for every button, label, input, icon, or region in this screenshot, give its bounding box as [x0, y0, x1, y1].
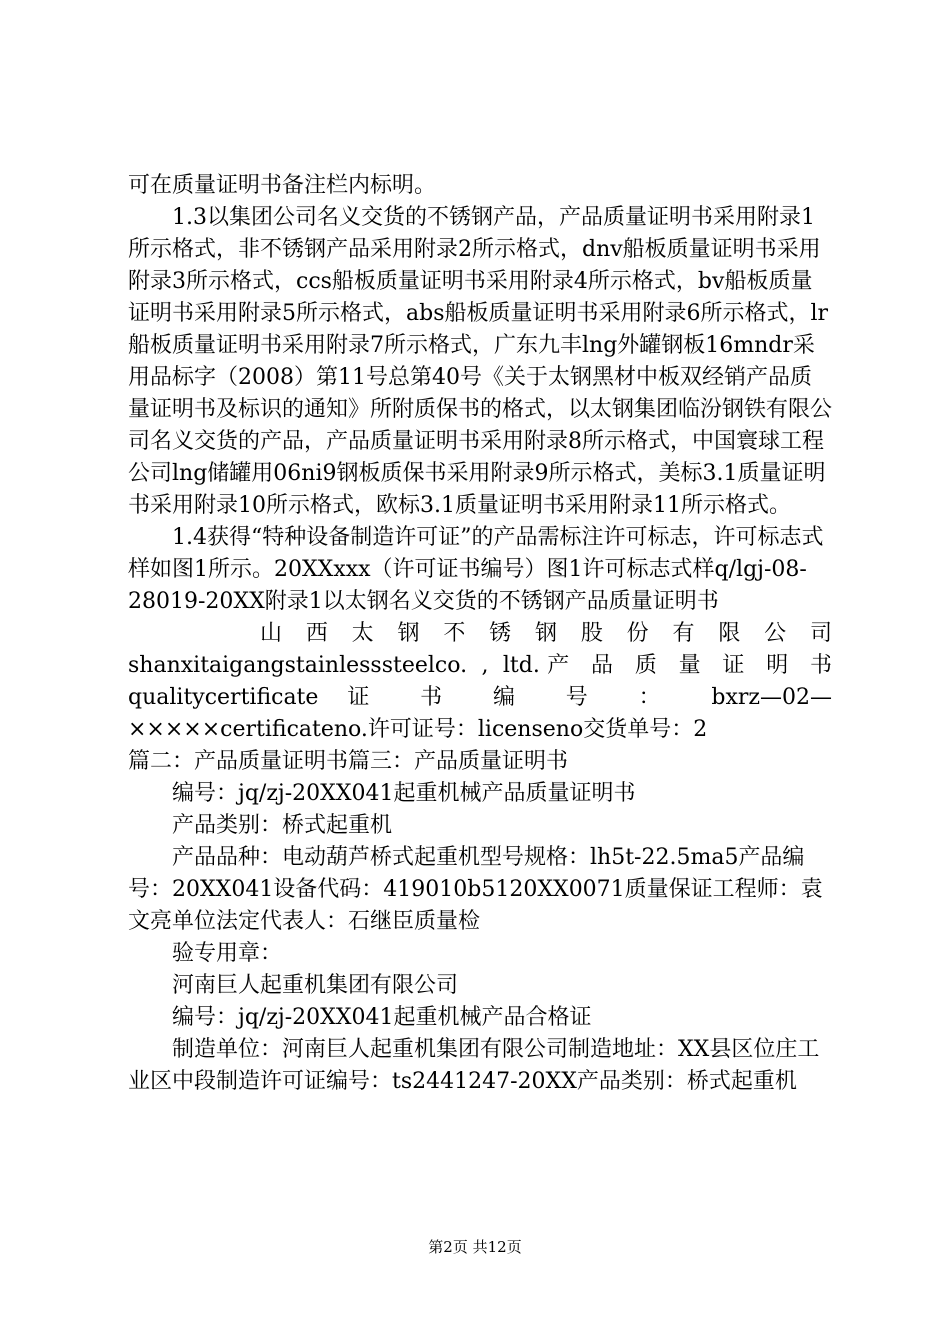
company-name-cn: 山 西 太 钢 不 锈 钢 股 份 有 限 公 司	[260, 621, 832, 646]
paragraph-section-1-4: 1.4获得“特种设备制造许可证”的产品需标注许可标志，许可标志式样如图1所示。20XXxxx（许可证书编号）图1许可标志式样q/lgj-08-28019-20XX附录1以太钢名义交货的不锈钢产品质量证明书	[128, 525, 824, 614]
certificate-number-line: qualitycertificate 证 书 编 号 ： bxrz—02—	[128, 685, 832, 710]
paragraph-remark-note: 可在质量证明书备注栏内标明。	[128, 173, 437, 198]
product-variety-details: 产品品种：电动葫芦桥式起重机型号规格：lh5t-22.5ma5产品编号：20XX041设备代码：419010b5120XX0071质量保证工程师：袁文亮单位法定代表人：石继臣质量检	[128, 845, 823, 934]
license-number-line: ×××××certificateno.许可证号：licenseno交货单号：2	[128, 717, 708, 742]
conformity-certificate-number: 编号：jq/zj-20XX041起重机械产品合格证	[172, 1005, 592, 1030]
company-name-crane: 河南巨人起重机集团有限公司	[172, 973, 459, 998]
product-category: 产品类别：桥式起重机	[172, 813, 393, 838]
company-name-en: shanxitaigangstainlesssteelco. , ltd.产 品 质 量 证 明 书	[128, 653, 832, 678]
inspection-seal-label: 验专用章：	[172, 941, 283, 966]
document-body	[128, 170, 832, 1098]
paragraph-section-1-3: 1.3以集团公司名义交货的不锈钢产品，产品质量证明书采用附录1所示格式，非不锈钢产品采用附录2所示格式，dnv船板质量证明书采用附录3所示格式，ccs船板质量证明书采用附录4所示格式，bv船板质量证明书采用附录5所示格式，abs船板质量证明书采用附录6所示格式，lr船板质量证明书采用附录7所示格式，广东九丰lng外罐钢板16mndr采用品标字（2008）第11号总第40号《关于太钢黑材中板双经销产品质量证明书及标识的通知》所附质保书的格式，以太钢集团临汾钢铁有限公司名义交货的产品，产品质量证明书采用附录8所示格式，中国寰球工程公司lng储罐用06ni9钢板质保书采用附录9所示格式，美标3.1质量证明书采用附录10所示格式，欧标3.1质量证明书采用附录11所示格式。	[128, 205, 833, 518]
crane-certificate-number: 编号：jq/zj-20XX041起重机械产品质量证明书	[172, 781, 636, 806]
manufacturer-details: 制造单位：河南巨人起重机集团有限公司制造地址：XX县区位庄工业区中段制造许可证编号：ts2441247-20XX产品类别：桥式起重机	[128, 1037, 820, 1094]
page-number-footer: 第2页 共12页	[428, 1238, 522, 1256]
chapter-heading-line: 篇二：产品质量证明书篇三：产品质量证明书	[128, 749, 569, 774]
